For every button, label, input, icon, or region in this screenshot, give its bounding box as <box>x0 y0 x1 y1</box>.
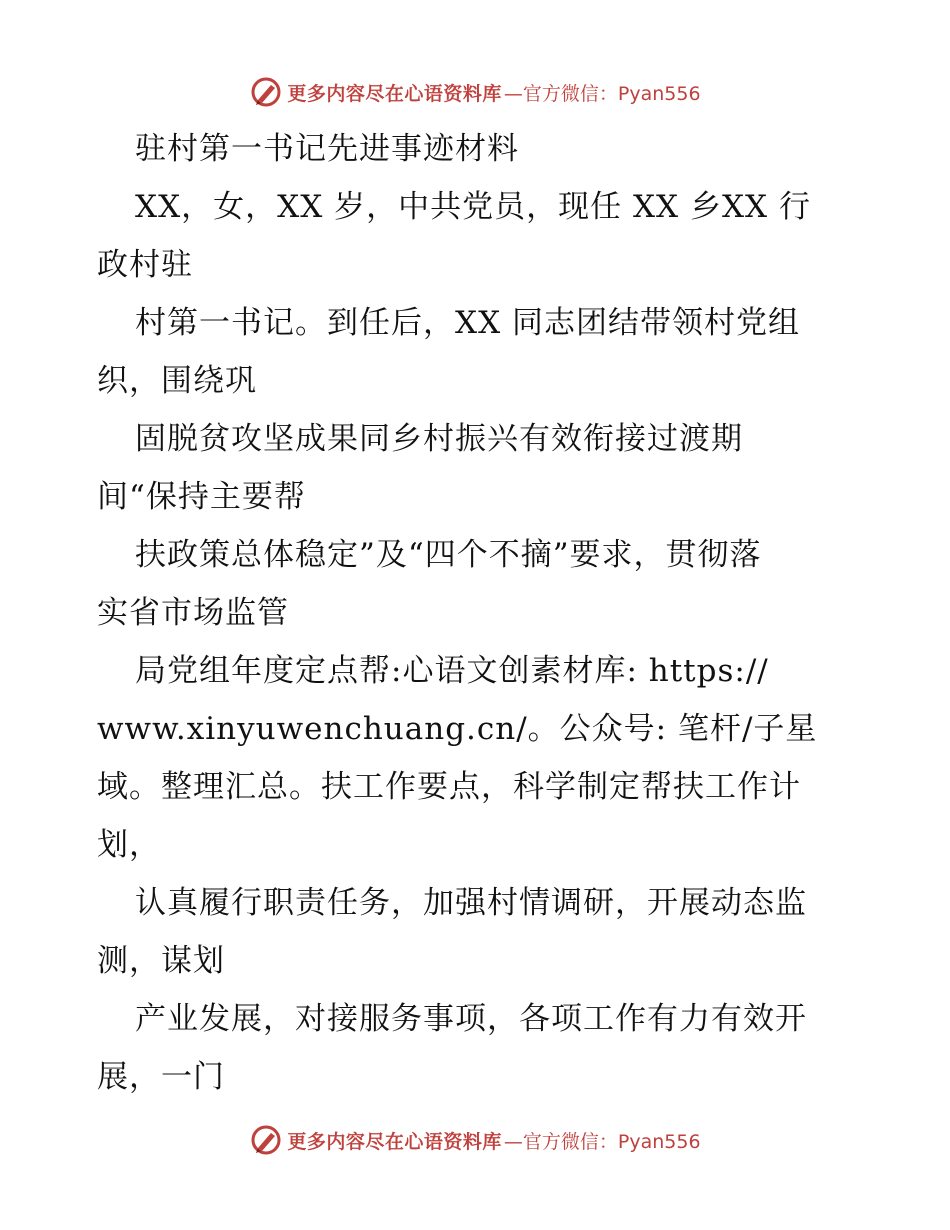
watermark-brand: 更多内容尽在心语资料库 <box>287 1130 502 1153</box>
document-line: 认真履行职责任务，加强村情调研，开展动态监 <box>135 885 807 921</box>
document-line: www.xinyuwenchuang.cn/。公众号: 笔杆/子星 <box>97 711 818 747</box>
watermark-wechat: —官方微信：Pyan556 <box>503 1130 701 1153</box>
document-line: 测，谋划 <box>97 943 225 979</box>
watermark-wechat: —官方微信：Pyan556 <box>503 82 701 105</box>
document-body <box>97 120 857 1106</box>
document-line: XX，女，XX 岁，中共党员，现任 XX 乡XX 行 <box>135 189 811 225</box>
document-line: 固脱贫攻坚成果同乡村振兴有效衔接过渡期 <box>135 421 743 457</box>
document-line: 驻村第一书记先进事迹材料 <box>135 131 519 167</box>
document-line: 间“保持主要帮 <box>97 479 306 515</box>
document-line: 展，一门 <box>97 1059 225 1095</box>
document-line: 局党组年度定点帮:心语文创素材库: https:// <box>135 653 769 689</box>
document-line: 实省市场监管 <box>97 595 289 631</box>
document-line: 域。整理汇总。扶工作要点，科学制定帮扶工作计 <box>97 769 801 805</box>
document-line: 织，围绕巩 <box>97 363 257 399</box>
document-line: 政村驻 <box>97 247 193 283</box>
pen-logo-icon <box>249 1123 283 1157</box>
document-line: 村第一书记。到任后，XX 同志团结带领村党组 <box>135 305 800 341</box>
pen-logo-icon <box>249 75 283 109</box>
document-line: 扶政策总体稳定”及“四个不摘”要求，贯彻落 <box>135 537 762 573</box>
watermark-brand: 更多内容尽在心语资料库 <box>287 82 502 105</box>
watermark-banner-bottom <box>0 1120 950 1160</box>
document-line: 划， <box>97 827 161 863</box>
watermark-banner-top <box>0 72 950 112</box>
document-line: 产业发展，对接服务事项，各项工作有力有效开 <box>135 1001 807 1037</box>
